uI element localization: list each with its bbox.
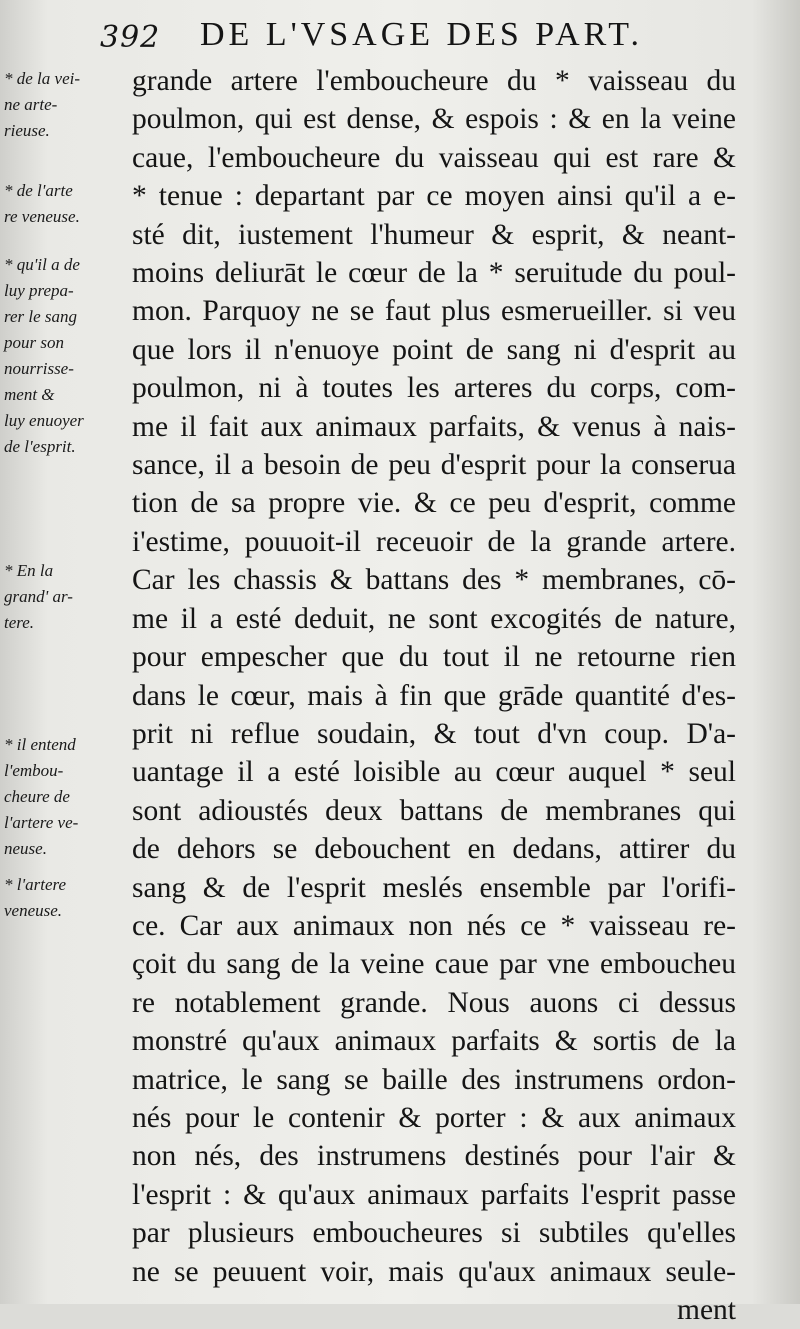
note-line: ment & xyxy=(4,385,55,404)
note-line: luy enuoyer xyxy=(4,411,84,430)
margin-note xyxy=(4,558,128,636)
main-text xyxy=(132,62,736,1329)
text-line: pour empescher que du tout il ne retourne rien xyxy=(132,641,736,674)
text-line: uantage il a esté loisible au cœur auquel * seul xyxy=(132,756,736,789)
running-title: DE L'VSAGE DES PART. xyxy=(200,16,644,53)
text-line: i'estime, pouuoit-il receuoir de la grande artere. xyxy=(132,525,736,558)
note-line: rieuse. xyxy=(4,121,50,140)
note-line: veneuse. xyxy=(4,901,63,920)
text-line: me il a esté deduit, ne sont excogités de nature, xyxy=(132,602,736,635)
note-line: * l'artere xyxy=(4,875,67,894)
text-line: Car les chassis & battans des * membranes, cō- xyxy=(132,564,736,597)
text-line: dans le cœur, mais à fin que grāde quantité d'es- xyxy=(132,679,736,712)
note-line: * de la vei- xyxy=(4,69,80,88)
text-line: que lors il n'enuoye point de sang ni d'esprit au xyxy=(132,333,736,366)
page-header xyxy=(100,12,700,56)
text-line: sont adioustés deux battans de membranes qui xyxy=(132,794,736,827)
margin-note xyxy=(4,872,128,924)
text-line: ne se peuuent voir, mais qu'aux animaux seule- xyxy=(132,1255,736,1288)
note-line: * de l'arte xyxy=(4,181,73,200)
text-line: monstré qu'aux animaux parfaits & sortis de la xyxy=(132,1025,736,1058)
text-line: par plusieurs emboucheures si subtiles qu'elles xyxy=(132,1217,736,1250)
text-line: sance, il a besoin de peu d'esprit pour la conserua xyxy=(132,449,736,482)
note-line: * qu'il a de xyxy=(4,255,80,274)
note-line: cheure de xyxy=(4,787,70,806)
text-line: l'esprit : & qu'aux animaux parfaits l'esprit passe xyxy=(132,1178,736,1211)
text-line: me il fait aux animaux parfaits, & venus à nais- xyxy=(132,410,736,443)
note-line: pour son xyxy=(4,333,64,352)
text-line: sté dit, iustement l'humeur & esprit, & neant- xyxy=(132,218,736,251)
note-line: de l'esprit. xyxy=(4,437,76,456)
note-line: l'embou- xyxy=(4,761,64,780)
text-line: tion de sa propre vie. & ce peu d'esprit, comme xyxy=(132,487,736,520)
note-line: l'artere ve- xyxy=(4,813,79,832)
text-line: sang & de l'esprit meslés ensemble par l'orifi- xyxy=(132,871,736,904)
note-line: * En la xyxy=(4,561,54,580)
text-line: poulmon, qui est dense, & espois : & en la veine xyxy=(132,103,736,136)
note-line: ne arte- xyxy=(4,95,58,114)
text-line: caue, l'emboucheure du vaisseau qui est rare & xyxy=(132,141,736,174)
note-line: tere. xyxy=(4,613,35,632)
margin-note xyxy=(4,66,128,144)
note-line: neuse. xyxy=(4,839,47,858)
text-line: ce. Car aux animaux non nés ce * vaisseau re- xyxy=(132,909,736,942)
text-line: moins deliurāt le cœur de la * seruitude du poul- xyxy=(132,257,736,290)
text-line: poulmon, ni à toutes les arteres du corps, com- xyxy=(132,372,736,405)
text-line: re notablement grande. Nous auons ci dessus xyxy=(132,986,736,1019)
note-line: luy prepa- xyxy=(4,281,74,300)
note-line: * il entend xyxy=(4,735,76,754)
note-line: grand' ar- xyxy=(4,587,73,606)
note-line: rer le sang xyxy=(4,307,78,326)
page-number: 392 xyxy=(100,20,161,55)
margin-note xyxy=(4,178,128,230)
note-line: nourrisse- xyxy=(4,359,74,378)
margin-note xyxy=(4,732,128,862)
text-line: prit ni reflue soudain, & tout d'vn coup. D'a- xyxy=(132,717,736,750)
text-line: nés pour le contenir & porter : & aux animaux xyxy=(132,1101,736,1134)
margin-note xyxy=(4,252,128,460)
text-line: mon. Parquoy ne se faut plus esmerueiller. si veu xyxy=(132,295,736,328)
note-line: re veneuse. xyxy=(4,207,80,226)
text-line: grande artere l'emboucheure du * vaisseau du xyxy=(132,65,736,97)
text-line: non nés, des instrumens destinés pour l'air & xyxy=(132,1140,736,1173)
text-line: matrice, le sang se baille des instrumens ordon- xyxy=(132,1063,736,1096)
text-line: çoit du sang de la veine caue par vne emboucheu xyxy=(132,948,736,981)
text-line: * tenue : departant par ce moyen ainsi qu'il a e- xyxy=(132,180,736,213)
catchword: ment xyxy=(677,1294,736,1326)
text-line: de dehors se debouchent en dedans, attirer du xyxy=(132,833,736,866)
